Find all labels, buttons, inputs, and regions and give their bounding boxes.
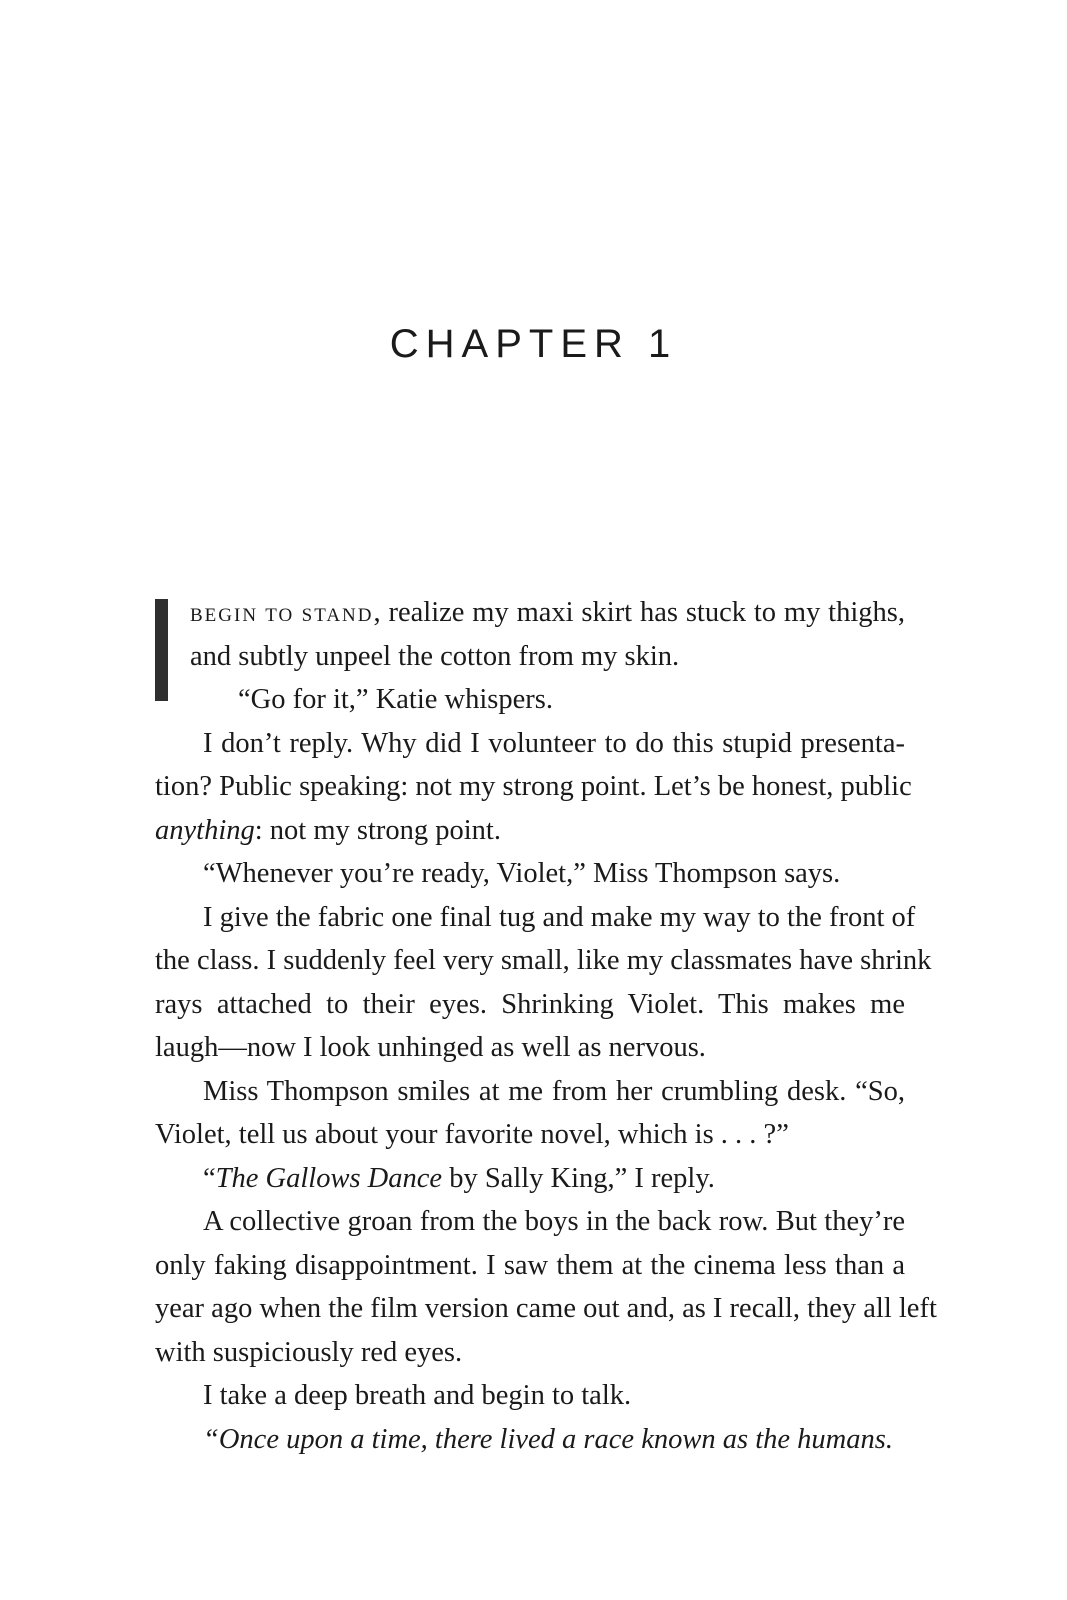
text-line: “Go for it,” Katie whispers. (238, 684, 553, 715)
text-line: Violet, tell us about your favorite novel, which is . . . ?” (155, 1119, 789, 1150)
drop-cap-i (155, 599, 168, 701)
emphasis-text: anything (155, 814, 255, 846)
text-line: I take a deep breath and begin to talk. (203, 1380, 632, 1411)
text-line: year ago when the film version came out and, as I recall, they all left (155, 1293, 937, 1324)
text-line: BEGIN TO STAND, realize my maxi skirt has stuck to my thighs, (190, 597, 905, 628)
text-line: “Once upon a time, there lived a race known as the humans. (203, 1423, 893, 1455)
text-line: anything: not my strong point. (155, 814, 501, 846)
text-line: I don’t reply. Why did I volunteer to do this stupid presenta- (203, 727, 905, 759)
chapter-heading: CHAPTER 1 (389, 322, 678, 366)
text-line: A collective groan from the boys in the back row. But they’re (203, 1206, 905, 1237)
text-line: tion? Public speaking: not my strong point. Let’s be honest, public (155, 771, 912, 802)
text-line: rays attached to their eyes. Shrinking Violet. This makes me (155, 988, 905, 1020)
text-line: and subtly unpeel the cotton from my skin. (190, 640, 680, 672)
text-line: Miss Thompson smiles at me from her crumbling desk. “So, (203, 1075, 905, 1107)
chapter-body-text (155, 591, 937, 1461)
opening-paragraph (155, 591, 905, 722)
text-line: with suspiciously red eyes. (155, 1336, 463, 1368)
text-line: “The Gallows Dance by Sally King,” I reply. (203, 1162, 715, 1194)
text-line: only faking disappointment. I saw them at the cinema less than a (155, 1249, 905, 1281)
book-title: The Gallows Dance (215, 1162, 443, 1194)
text-line: laugh—now I look unhinged as well as nervous. (155, 1032, 706, 1063)
text-line: the class. I suddenly feel very small, like my classmates have shrink (155, 945, 932, 976)
text-line: I give the fabric one final tug and make my way to the front of (203, 901, 916, 933)
text-line: “Whenever you’re ready, Violet,” Miss Thompson says. (203, 858, 841, 889)
opening-small-caps: BEGIN TO STAND (190, 605, 374, 626)
